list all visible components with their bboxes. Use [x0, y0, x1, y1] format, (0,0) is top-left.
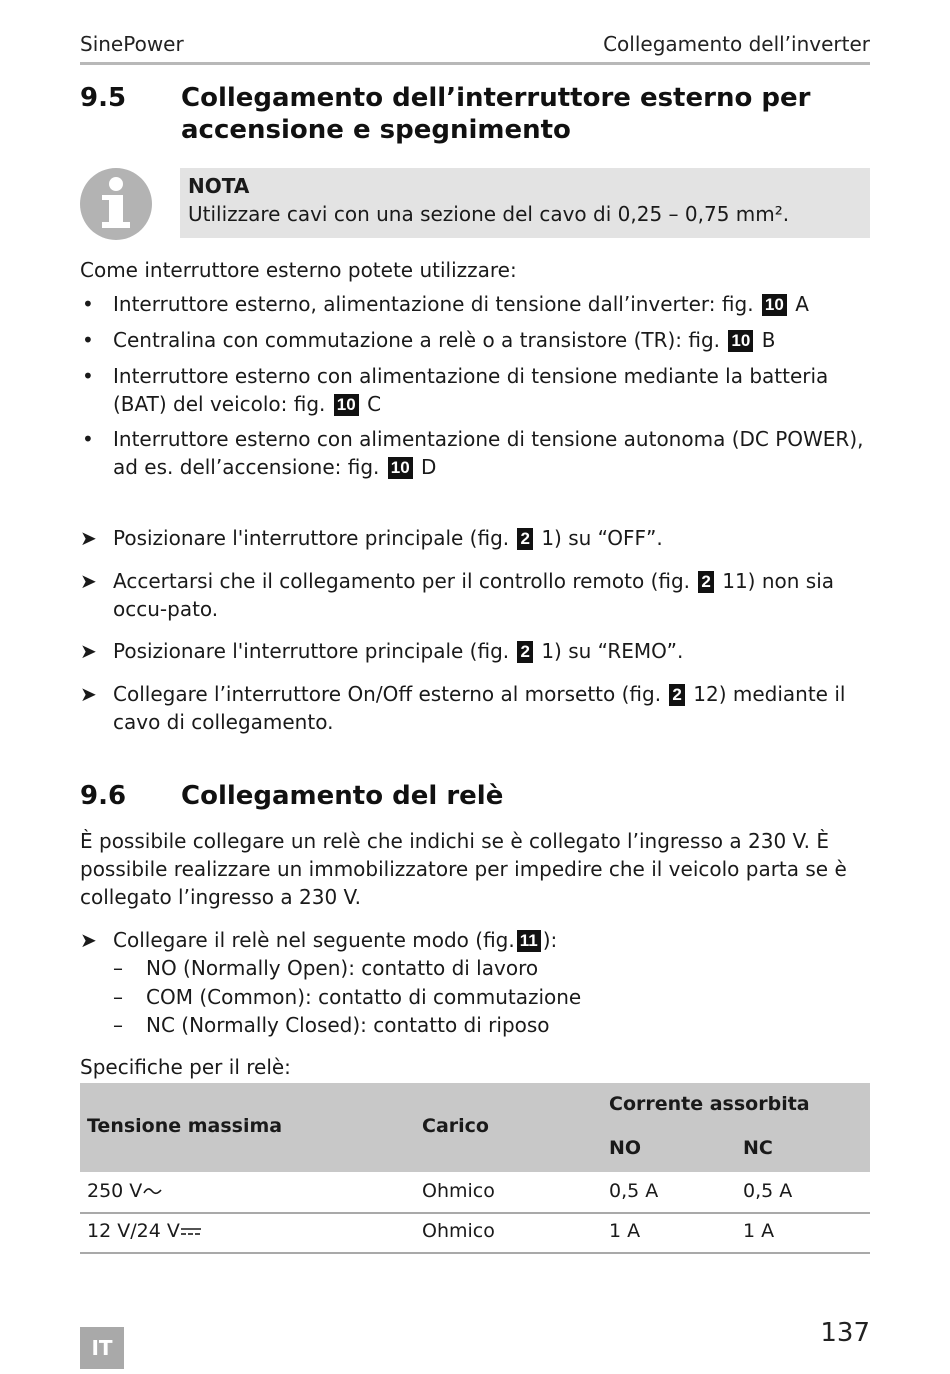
figure-ref-badge: 11	[517, 930, 541, 952]
cell-nc: 1 A	[743, 1220, 775, 1242]
step-text: Collegare l’interruttore On/Off esterno al morsetto (fig. 2 12) mediante il cavo di collegamento.	[113, 682, 846, 734]
step-text: Collegare il relè nel seguente modo (fig. 11 ):	[113, 928, 558, 952]
figure-ref-badge: 10	[334, 394, 359, 416]
relay-description: È possibile collegare un relè che indichi se è collegato l’ingresso a 230 V. È possibile realizzare un immobilizzatore per impedire che il veicolo parta se è collegato l’ingresso a 230 V.	[80, 829, 847, 909]
bullet-text: Interruttore esterno con alimentazione di tensione mediante la batteria (BAT) del veicolo: fig. 10 C	[113, 364, 829, 416]
step-text: Accertarsi che il collegamento per il controllo remoto (fig. 2 11) non sia occu-pato.	[113, 569, 835, 621]
dc-symbol-icon	[180, 1224, 202, 1238]
ac-symbol-icon	[142, 1184, 164, 1198]
contact-text: NC (Normally Closed): contatto di riposo	[146, 1013, 550, 1037]
arrow-icon: ➤	[80, 526, 97, 550]
bullet-marker: •	[82, 328, 94, 352]
th-voltage: Tensione massima	[87, 1115, 283, 1137]
bullet-marker: •	[82, 364, 94, 388]
cell-no: 0,5 A	[609, 1180, 659, 1202]
cell-load: Ohmico	[422, 1180, 495, 1202]
dash-marker: –	[113, 985, 123, 1009]
running-header	[80, 32, 870, 65]
th-nc: NC	[743, 1137, 773, 1159]
cell-load: Ohmico	[422, 1220, 495, 1242]
figure-ref-badge: 2	[517, 641, 532, 663]
table-header	[80, 1083, 870, 1172]
arrow-icon: ➤	[80, 682, 97, 706]
section-title: Collegamento del relè	[181, 781, 504, 811]
cell-voltage: 12 V/24 V	[87, 1220, 202, 1242]
cell-voltage: 250 V	[87, 1180, 164, 1202]
step-text: Posizionare l'interruttore principale (fig. 2 1) su “REMO”.	[113, 639, 684, 663]
table-row	[80, 1172, 870, 1214]
dash-marker: –	[113, 1013, 123, 1037]
th-current: Corrente assorbita	[609, 1093, 810, 1115]
language-tab: IT	[80, 1327, 124, 1369]
section-number: 9.6	[80, 781, 127, 811]
arrow-icon: ➤	[80, 639, 97, 663]
step-text: Posizionare l'interruttore principale (fig. 2 1) su “OFF”.	[113, 526, 663, 550]
dash-marker: –	[113, 956, 123, 980]
th-load: Carico	[422, 1115, 489, 1137]
spec-label: Specifiche per il relè:	[80, 1055, 291, 1079]
note-box	[180, 168, 870, 238]
cell-no: 1 A	[609, 1220, 641, 1242]
figure-ref-badge: 2	[669, 684, 684, 706]
bullet-text: Centralina con commutazione a relè o a transistore (TR): fig. 10 B	[113, 328, 776, 352]
bullet-marker: •	[82, 427, 94, 451]
section-title: Collegamento dell’interruttore esterno per accensione e spegnimento	[181, 83, 811, 145]
page-number: 137	[820, 1318, 870, 1348]
figure-ref-badge: 2	[517, 528, 532, 550]
figure-ref-badge: 10	[728, 330, 753, 352]
contact-text: COM (Common): contatto di commutazione	[146, 985, 582, 1009]
table-row	[80, 1212, 870, 1254]
cell-nc: 0,5 A	[743, 1180, 793, 1202]
figure-ref-badge: 10	[388, 457, 413, 479]
header-chapter-title: Collegamento dell’inverter	[603, 32, 870, 56]
figure-ref-badge: 2	[698, 571, 713, 593]
bullet-text: Interruttore esterno, alimentazione di tensione dall’inverter: fig. 10 A	[113, 292, 809, 316]
section-number: 9.5	[80, 83, 127, 113]
arrow-icon: ➤	[80, 569, 97, 593]
th-no: NO	[609, 1137, 642, 1159]
note-body: Utilizzare cavi con una sezione del cavo di 0,25 – 0,75 mm².	[188, 202, 790, 226]
note-title: NOTA	[188, 174, 250, 198]
intro-text: Come interruttore esterno potete utilizzare:	[80, 258, 517, 282]
bullet-marker: •	[82, 292, 94, 316]
info-icon	[80, 168, 152, 240]
contact-text: NO (Normally Open): contatto di lavoro	[146, 956, 539, 980]
bullet-text: Interruttore esterno con alimentazione di tensione autonoma (DC POWER), ad es. dell’accensione: fig. 10 D	[113, 427, 864, 479]
header-product-name: SinePower	[80, 32, 184, 56]
figure-ref-badge: 10	[762, 294, 787, 316]
arrow-icon: ➤	[80, 928, 97, 952]
